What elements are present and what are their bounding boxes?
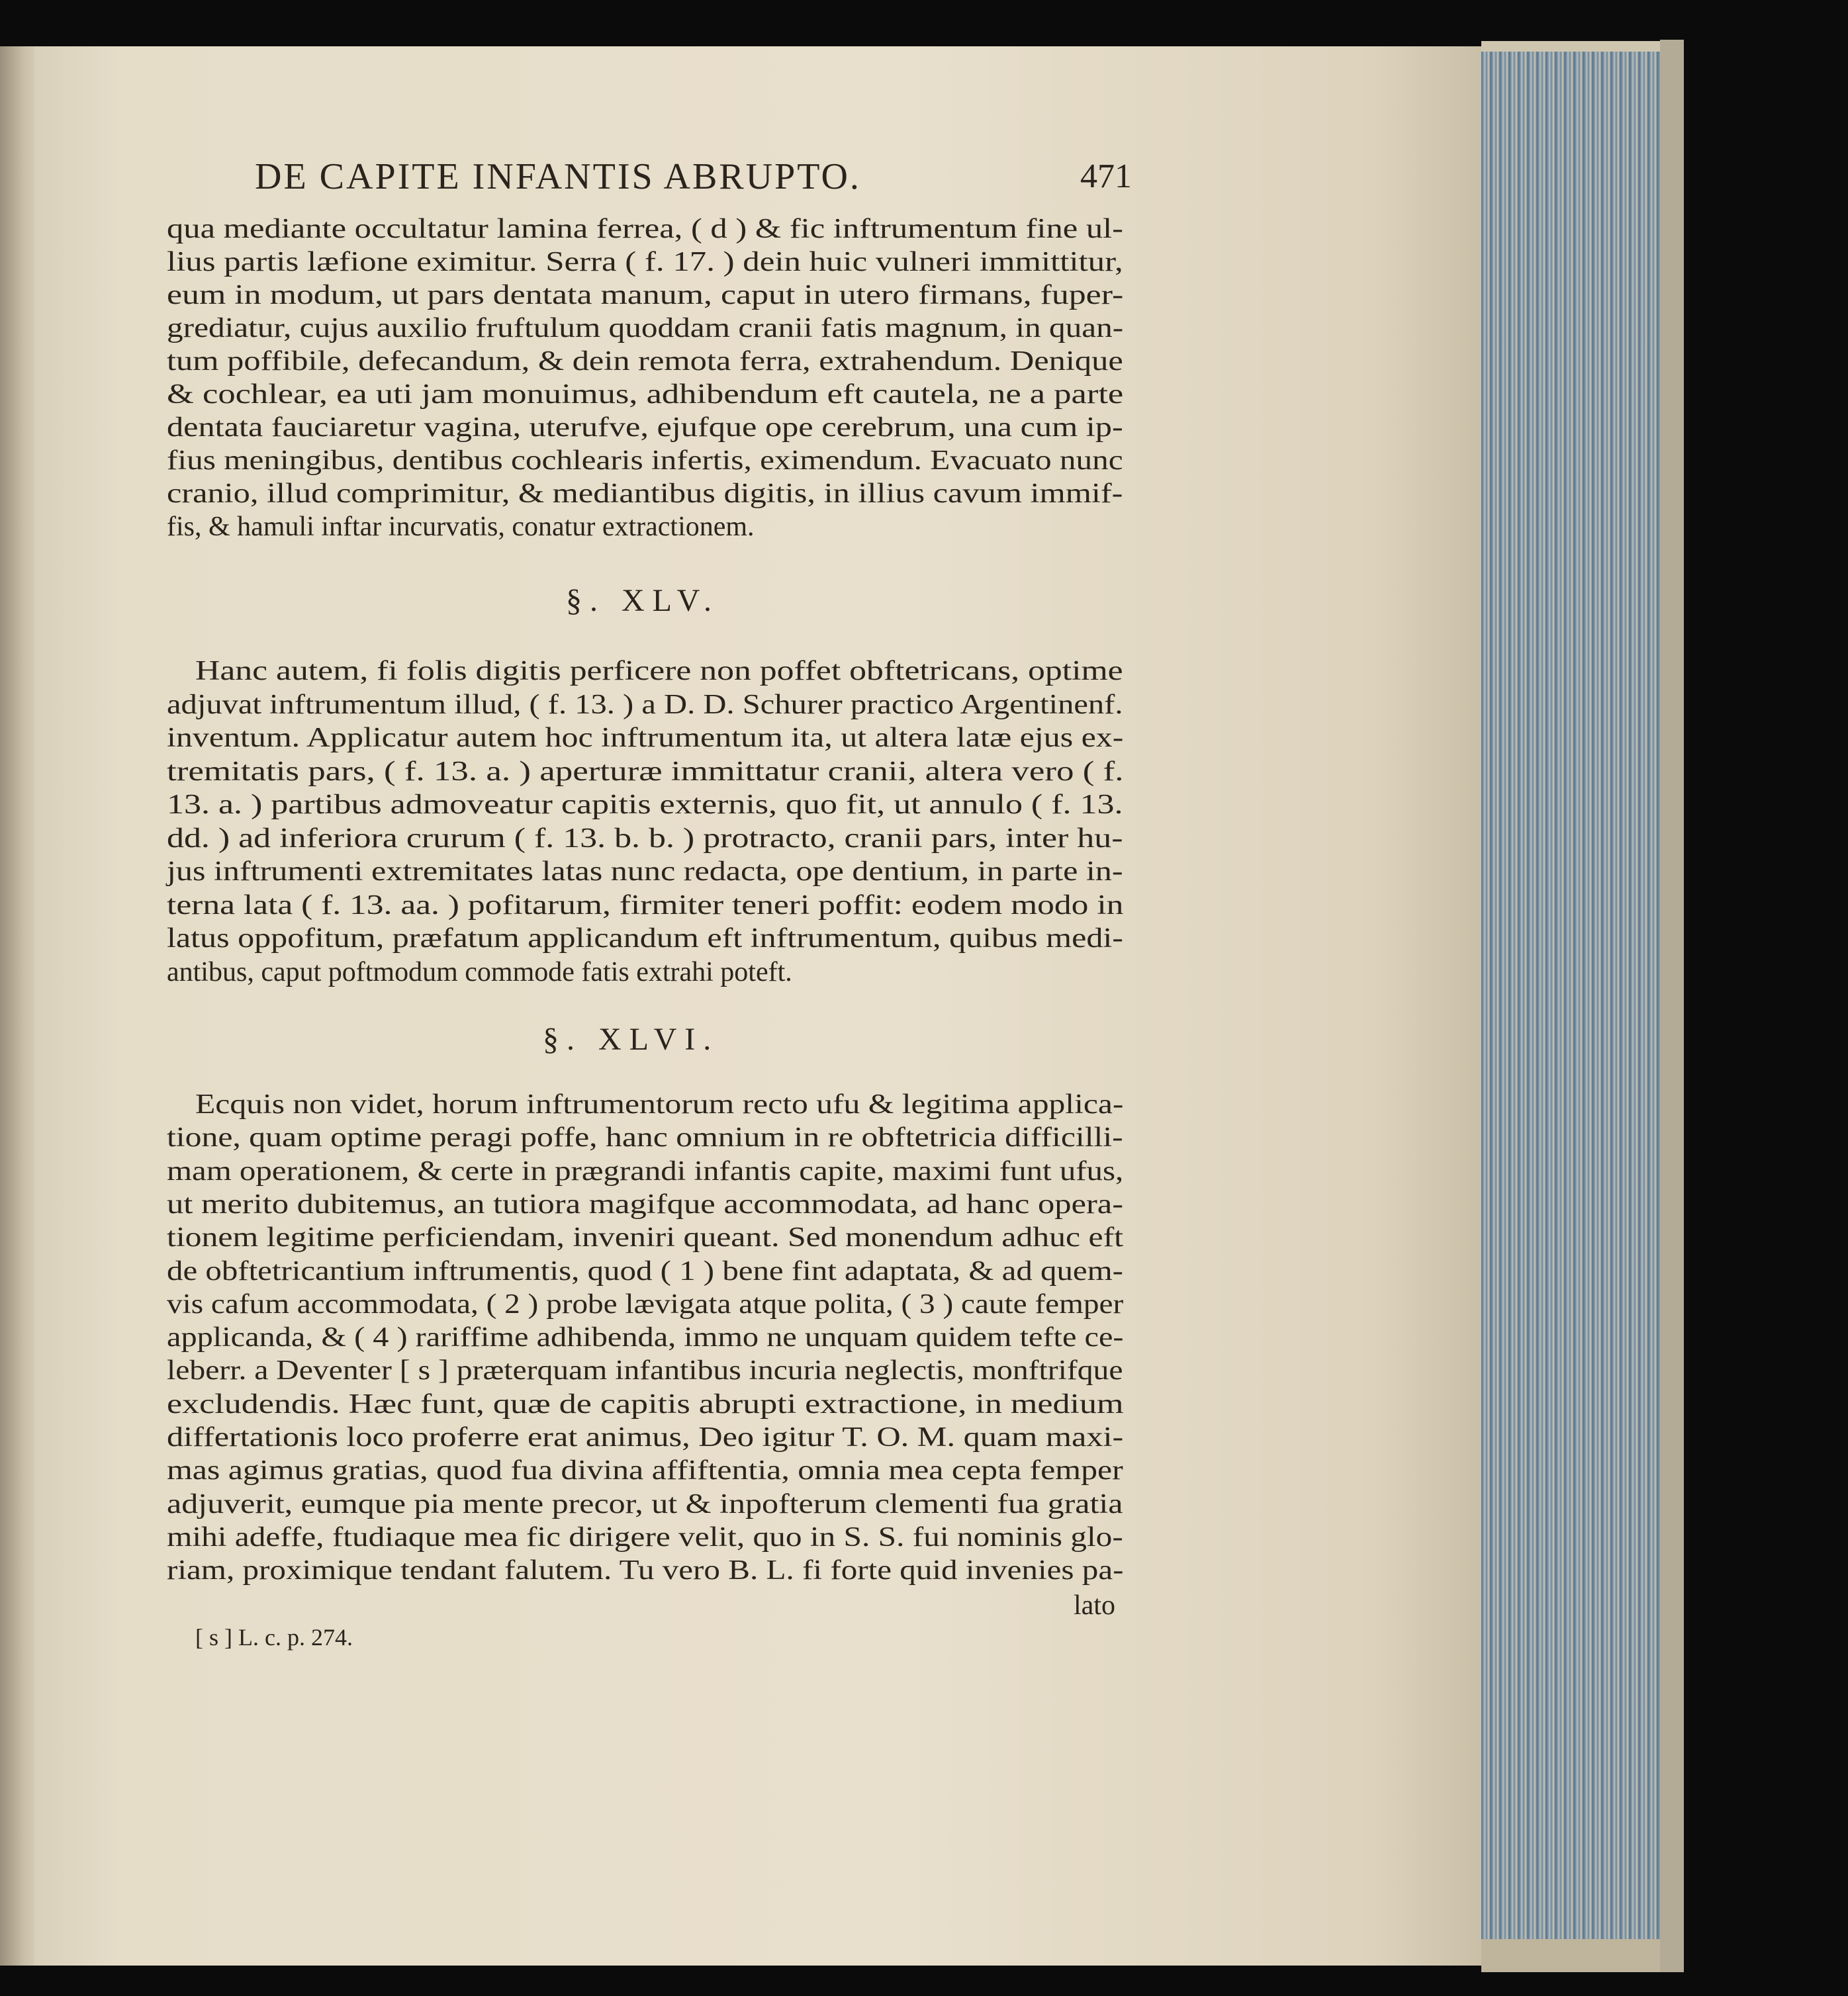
text-line: lius partis læfione eximitur. Serra ( f. 17. ) dein huic vulneri immittitur, xyxy=(167,247,1123,277)
text-line: antibus, caput poftmodum commode fatis extrahi poteft. xyxy=(167,956,792,987)
text-line: tremitatis pars, ( f. 13. a. ) aperturæ immittatur cranii, altera vero ( f. xyxy=(167,756,1124,787)
text-line: leberr. a Deventer [ s ] præterquam infantibus incuria neglectis, monftrifque xyxy=(167,1355,1123,1386)
text-line: mihi adeffe, ftudiaque mea fic dirigere velit, quo in S. S. fui nominis glo- xyxy=(167,1521,1123,1553)
facing-page-edge xyxy=(0,46,40,1966)
text-line: de obftetricantium inftrumentis, quod ( 1 ) bene fint adaptata, & ad quem- xyxy=(167,1255,1123,1287)
section-heading-xlvi: §. XLVI. xyxy=(543,1022,719,1057)
text-line: tione, quam optime peragi poffe, hanc omnium in re obftetricia difficilli- xyxy=(167,1122,1123,1154)
catchword: lato xyxy=(1074,1590,1115,1621)
text-line: qua mediante occultatur lamina ferrea, ( d ) & fic inftrumentum fine ul- xyxy=(167,214,1124,244)
text-line: Hanc autem, fi folis digitis perficere non poffet obftetricans, optime xyxy=(195,656,1123,686)
text-line: fius meningibus, dentibus cochlearis infertis, eximendum. Evacuato nunc xyxy=(167,445,1123,476)
text-line: latus oppofitum, præfatum applicandum eft inftrumentum, quibus medi- xyxy=(167,923,1123,954)
text-line: ut merito dubitemus, an tutiora magifque accommodata, ad hanc opera- xyxy=(167,1189,1124,1220)
running-head-title: DE CAPITE INFANTIS ABRUPTO. xyxy=(255,156,861,197)
text-line: applicanda, & ( 4 ) rariffime adhibenda, immo ne unquam quidem tefte ce- xyxy=(167,1322,1124,1353)
text-line: inventum. Applicatur autem hoc inftrumentum ita, ut altera latæ ejus ex- xyxy=(167,723,1124,753)
section-heading-xlv: §. XLV. xyxy=(566,583,720,618)
text-line: cranio, illud comprimitur, & mediantibus digitis, in illius cavum immif- xyxy=(167,478,1123,509)
text-line: differtationis loco proferre erat animus, Deo igitur T. O. M. quam maxi- xyxy=(167,1422,1124,1453)
text-line: mam operationem, & certe in prægrandi infantis capite, maximi funt ufus, xyxy=(167,1156,1124,1187)
text-line: riam, proximique tendant falutem. Tu vero B. L. fi forte quid invenies pa- xyxy=(167,1555,1124,1586)
text-line: adjuvat inftrumentum illud, ( f. 13. ) a D. D. Schurer practico Argentinenf. xyxy=(167,689,1123,720)
cover-board xyxy=(1660,40,1684,1972)
text-line: excludendis. Hæc funt, quæ de capitis abrupti extractione, in medium xyxy=(167,1388,1124,1420)
text-line: grediatur, cujus auxilio fruftulum quoddam cranii fatis magnum, in quan- xyxy=(167,313,1124,343)
text-line: jus inftrumenti extremitates latas nunc redacta, ope dentium, in parte in- xyxy=(167,856,1123,887)
text-line: vis cafum accommodata, ( 2 ) probe lævigata atque polita, ( 3 ) caute femper xyxy=(167,1289,1124,1320)
text-line: tionem legitime perficiendam, inveniri queant. Sed monendum adhuc eft xyxy=(167,1222,1123,1253)
text-line: dd. ) ad inferiora crurum ( f. 13. b. b. ) protracto, cranii pars, inter hu- xyxy=(167,823,1123,854)
text-line: terna lata ( f. 13. aa. ) pofitarum, firmiter teneri poffit: eodem modo in xyxy=(167,889,1124,921)
text-line: & cochlear, ea uti jam monuimus, adhibendum eft cautela, ne a parte xyxy=(167,379,1124,410)
text-line: 13. a. ) partibus admoveatur capitis externis, quo fit, ut annulo ( f. 13. xyxy=(167,790,1123,820)
footnote: [ s ] L. c. p. 274. xyxy=(195,1624,353,1651)
page-edges xyxy=(1481,52,1660,1958)
text-line: eum in modum, ut pars dentata manum, caput in utero firmans, fuper- xyxy=(167,280,1124,310)
text-line: mas agimus gratias, quod fua divina affiftentia, omnia mea cepta femper xyxy=(167,1455,1123,1486)
text-line: tum poffibile, defecandum, & dein remota ferra, extrahendum. Denique xyxy=(167,346,1123,377)
running-head xyxy=(255,156,1132,198)
text-line: adjuverit, eumque pia mente precor, ut & inpofterum clementi fua gratia xyxy=(167,1488,1123,1520)
page-block-bottom xyxy=(1481,1939,1667,1972)
text-line: dentata fauciaretur vagina, uterufve, ejufque ope cerebrum, una cum ip- xyxy=(167,412,1123,443)
page-number: 471 xyxy=(1080,158,1132,195)
text-line: fis, & hamuli inftar incurvatis, conatur extractionem. xyxy=(167,512,755,542)
text-line: Ecquis non videt, horum inftrumentorum recto ufu & legitima applica- xyxy=(195,1089,1124,1120)
